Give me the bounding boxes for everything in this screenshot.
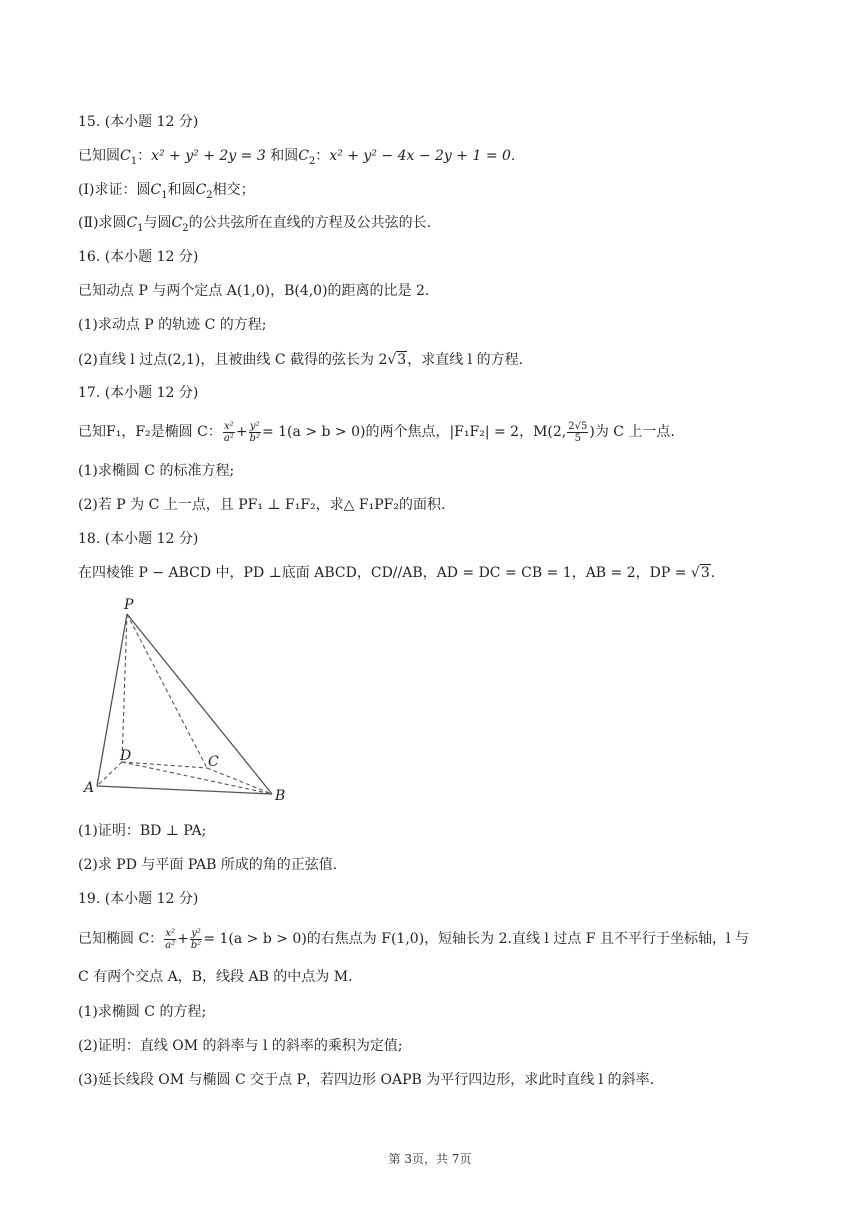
pyramid-figure — [82, 592, 297, 802]
text: ： — [315, 148, 330, 164]
label-C: C — [208, 754, 219, 770]
problem-16-question-2: (2)直线 l 过点(2,1)，且被曲线 C 截得的弦长为 2√3，求直线 l 的方程. — [78, 352, 524, 368]
sqrt-radicand: 3 — [397, 352, 407, 368]
problem-19-question-3: (3)延长线段 OM 与椭圆 C 交于点 P，若四边形 OAPB 为平行四边形，求此时直线 l 的斜率. — [78, 1072, 655, 1088]
label-P: P — [124, 597, 134, 613]
text: 已知圆 — [78, 148, 120, 164]
label-A: A — [84, 780, 95, 796]
equation-c1: x² + y² + 2y = 3 — [151, 148, 266, 164]
fraction-x2-a2: $\frac{\text{x²}}{\text{a²}}$ — [223, 420, 234, 444]
problem-19-header: 19. (本小题 12 分) — [78, 891, 199, 907]
problem-18-question-2: (2)求 PD 与平面 PAB 所成的角的正弦值. — [78, 857, 338, 873]
problem-15-question-1: (Ⅰ)求证：圆$C_1$和圆$C_2$相交； — [78, 182, 255, 201]
problem-17-question-2: (2)若 P 为 C 上一点，且 PF₁ ⊥ F₁F₂，求△ F₁PF₂的面积. — [78, 497, 446, 513]
problem-15-statement — [78, 146, 515, 166]
label-D: D — [120, 748, 132, 764]
edge-PC — [127, 614, 207, 768]
problem-15-question-2: (Ⅱ)求圆$C_1$与圆$C_2$的公共弦所在直线的方程及公共弦的长. — [78, 215, 432, 234]
text: ： — [137, 148, 152, 164]
label-B: B — [275, 788, 286, 802]
page-footer: 第 3页，共 7页 — [388, 1152, 472, 1166]
problem-16-header: 16. (本小题 12 分) — [78, 249, 199, 265]
problem-18-statement: 在四棱锥 P − ABCD 中，PD ⊥底面 ABCD，CD//AB，AD = DC = CB = 1，AB = 2，DP = √3. — [78, 565, 716, 581]
sqrt-radicand: 3 — [700, 565, 710, 581]
fraction-2sqrt5-5: $\frac{2√5}{5}$ — [568, 420, 588, 444]
equation-c2: x² + y² − 4x − 2y + 1 = 0. — [329, 148, 516, 164]
edge-DC — [122, 762, 207, 768]
problem-19-statement-line-2: C 有两个交点 A，B，线段 AB 的中点为 M. — [78, 969, 353, 985]
problem-19-question-1: (1)求椭圆 C 的方程; — [78, 1004, 207, 1020]
problem-17-question-1: (1)求椭圆 C 的标准方程; — [78, 463, 235, 479]
problem-18-header: 18. (本小题 12 分) — [78, 531, 199, 547]
fraction-x2-a2: $\frac{\text{x²}}{\text{a²}}$ — [165, 927, 176, 951]
circle-c2-name: $C_2$ — [298, 148, 316, 167]
problem-19-statement-line-1: 已知椭圆 C： $\frac{\text{x²}}{\text{a²}}$ + $\frac{\text{y²}}{\text{b²}}$ = 1(a > b > 0)的右焦点为 F(1,0)，短轴长为 2.直线 l 过点 F 且不平行于坐标轴，l 与 — [78, 927, 749, 951]
problem-19-question-2: (2)证明：直线 OM 的斜率与 l 的斜率的乘积为定值; — [78, 1038, 403, 1054]
problem-17-statement: 已知F₁，F₂是椭圆 C： $\frac{\text{x²}}{\text{a²}}$ + $\frac{\text{y²}}{\text{b²}}$ = 1(a > b > 0)的两个焦点，|F₁F₂| = 2，M(2, $\frac{2√5}{5}$ )为 C 上一点. — [78, 420, 675, 444]
problem-18-question-1: (1)证明：BD ⊥ PA; — [78, 823, 207, 839]
text: 和圆 — [265, 148, 299, 164]
fraction-y2-b2: $\frac{\text{y²}}{\text{b²}}$ — [190, 927, 202, 951]
edge-AB — [97, 786, 272, 794]
fraction-y2-b2: $\frac{\text{y²}}{\text{b²}}$ — [249, 420, 260, 444]
problem-17-header: 17. (本小题 12 分) — [78, 385, 199, 401]
circle-c1-name: $C_1$ — [120, 148, 138, 167]
problem-16-question-1: (1)求动点 P 的轨迹 C 的方程; — [78, 317, 267, 333]
problem-15-header: 15. (本小题 12 分) — [78, 114, 199, 130]
problem-16-statement: 已知动点 P 与两个定点 A(1,0)，B(4,0)的距离的比是 2. — [78, 283, 430, 299]
